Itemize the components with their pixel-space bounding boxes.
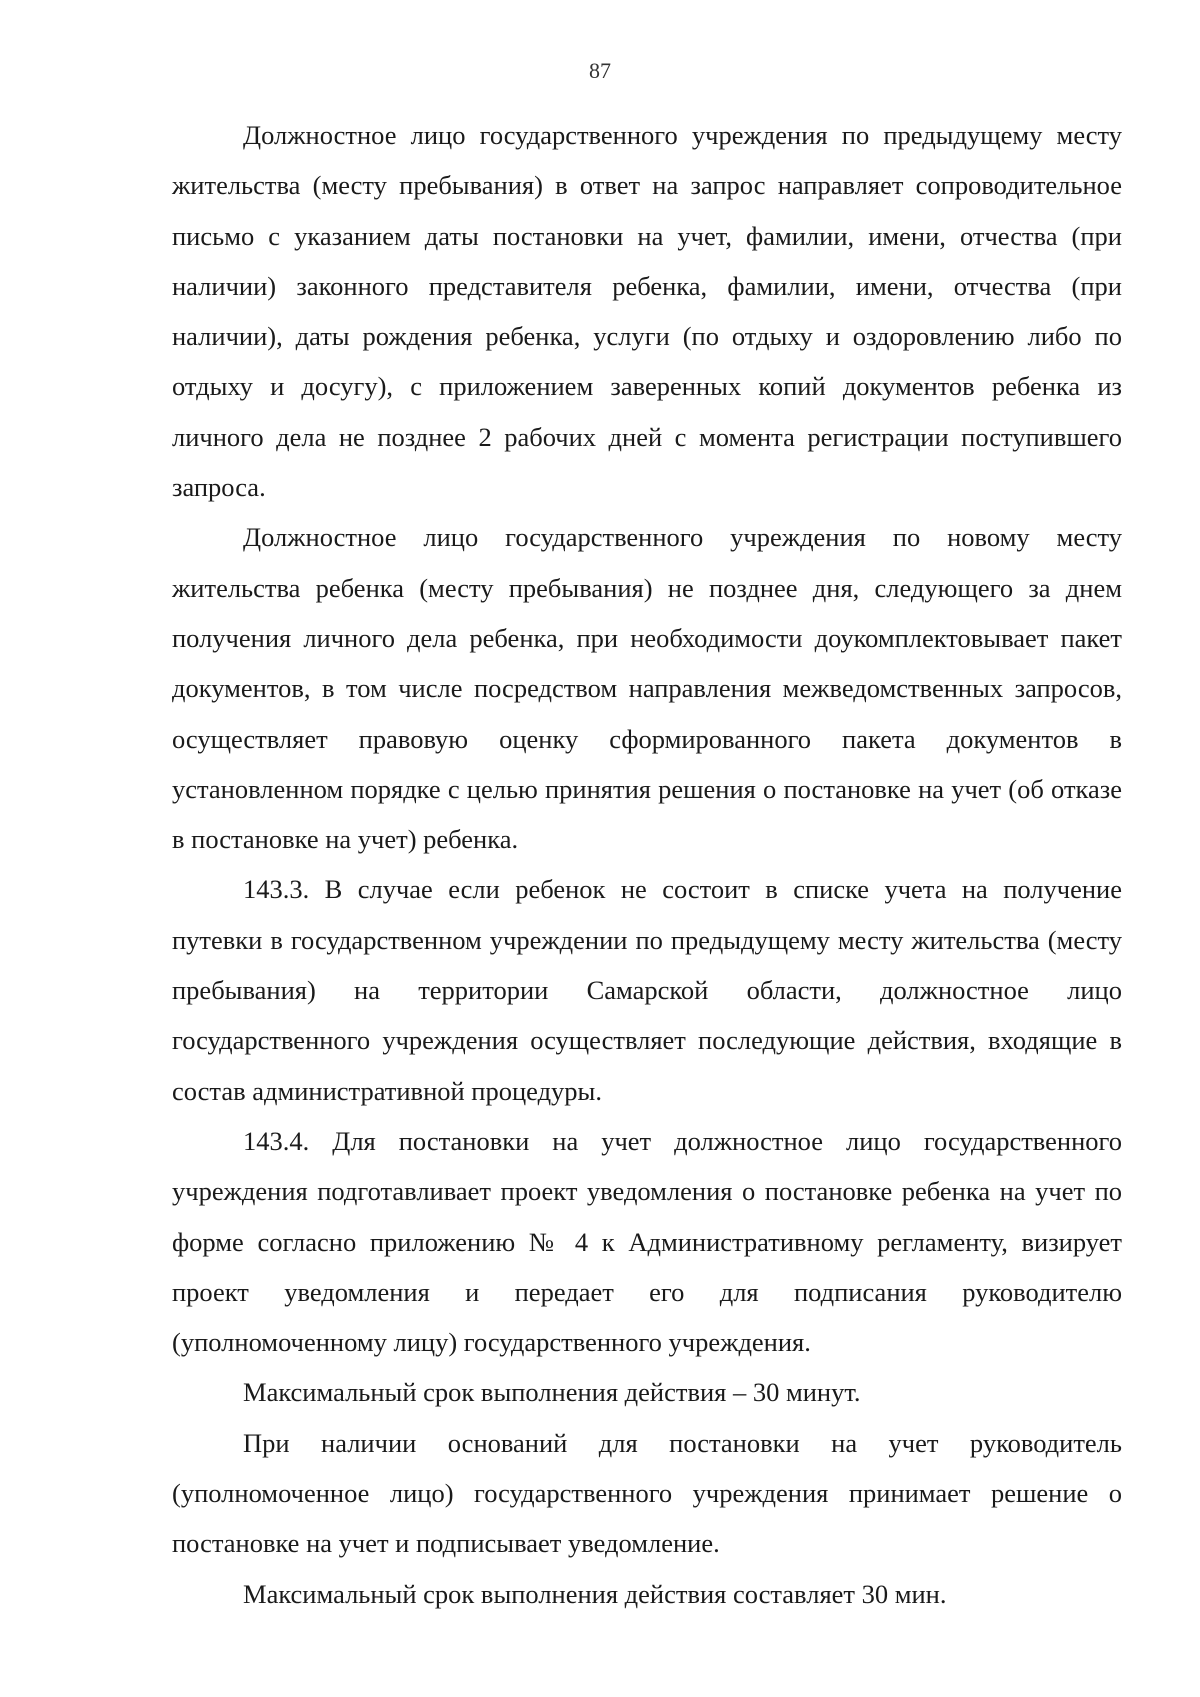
paragraph-max-time-30-minutes: Максимальный срок выполнения действия – 30 минут. [243, 1377, 861, 1408]
paragraph-new-residence-processing: Должностное лицо государственного учреждения по новому месту жительства ребенка (месту пребывания) не позднее дня, следующего за днем получения личного дела ребенка, при необходимости доукомплектовывает пакет документов, в том числе посредством направления межведомственных запросов, осуществляет правовую оценку сформированного пакета документов в установленном порядке с целью принятия решения о постановке на учет (об отказе в постановке на учет) ребенка. [172, 522, 1122, 855]
paragraph-143-3: 143.3. В случае если ребенок не состоит в списке учета на получение путевки в государственном учреждении по предыдущему месту жительства (месту пребывания) на территории Самарской области, должностное лицо государственного учреждения осуществляет последующие действия, входящие в состав административной процедуры. [172, 874, 1122, 1106]
document-body [172, 110, 1122, 1619]
paragraph-previous-residence-response: Должностное лицо государственного учреждения по предыдущему месту жительства (месту пребывания) в ответ на запрос направляет сопроводительное письмо с указанием даты постановки на учет, фамилии, имени, отчества (при наличии) законного представителя ребенка, фамилии, имени, отчества (при наличии), даты рождения ребенка, услуги (по отдыху и оздоровлению либо по отдыху и досугу), с приложением заверенных копий документов ребенка из личного дела не позднее 2 рабочих дней с момента регистрации поступившего запроса. [172, 120, 1122, 503]
page-number: 87 [589, 58, 611, 83]
paragraph-143-4: 143.4. Для постановки на учет должностное лицо государственного учреждения подготавливает проект уведомления о постановке ребенка на учет по форме согласно приложению № 4 к Административному регламенту, визирует проект уведомления и передает его для подписания руководителю (уполномоченному лицу) государственного учреждения. [172, 1125, 1122, 1358]
paragraph-max-time-30-min: Максимальный срок выполнения действия составляет 30 мин. [243, 1578, 947, 1609]
paragraph-head-decision: При наличии оснований для постановки на учет руководитель (уполномоченное лицо) государственного учреждения принимает решение о постановке на учет и подписывает уведомление. [172, 1427, 1122, 1559]
